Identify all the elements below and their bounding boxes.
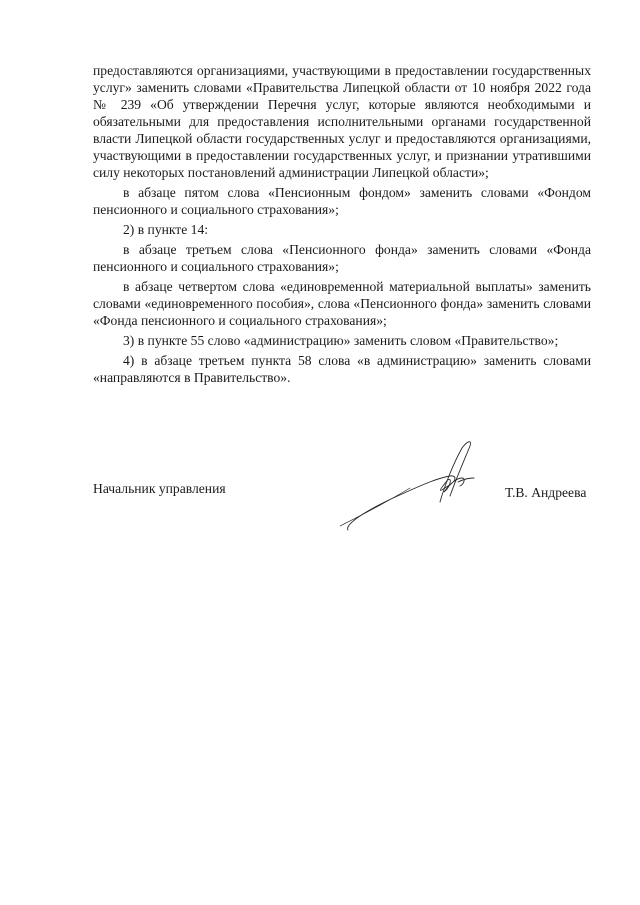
signatory-name: Т.В. Андреева bbox=[505, 485, 587, 500]
paragraph-6: 3) в пункте 55 слово «администрацию» заменить словом «Правительство»; bbox=[123, 333, 559, 348]
signatory-position: Начальник управления bbox=[93, 481, 226, 496]
handwritten-signature bbox=[340, 438, 480, 538]
paragraph-3: 2) в пункте 14: bbox=[123, 222, 209, 237]
paragraph-2: в абзаце пятом слова «Пенсионным фондом» заменить словами «Фондом пенсионного и социального страхования»; bbox=[93, 185, 591, 217]
paragraph-5: в абзаце четвертом слова «единовременной материальной выплаты» заменить словами «единовременного пособия», слова «Пенсионного фонда» заменить словами «Фонда пенсионного и социального страхования»; bbox=[93, 279, 591, 328]
paragraph-7: 4) в абзаце третьем пункта 58 слова «в администрацию» заменить словами «направляются в Правительство». bbox=[93, 353, 591, 385]
paragraph-4: в абзаце третьем слова «Пенсионного фонда» заменить словами «Фонда пенсионного и социального страхования»; bbox=[93, 242, 591, 274]
document-body bbox=[93, 62, 591, 386]
paragraph-1: предоставляются организациями, участвующими в предоставлении государственных услуг» заменить словами «Правительства Липецкой области от 10 ноября 2022 года № 239 «Об утверждении Перечня услуг, которые являются необходимыми и обязательными для предоставления исполнительными органами государственной власти Липецкой области государственных услуг и предоставляются организациями, участвующими в предоставлении государственных услуг, и признании утратившими силу некоторых постановлений администрации Липецкой области»; bbox=[93, 63, 591, 180]
